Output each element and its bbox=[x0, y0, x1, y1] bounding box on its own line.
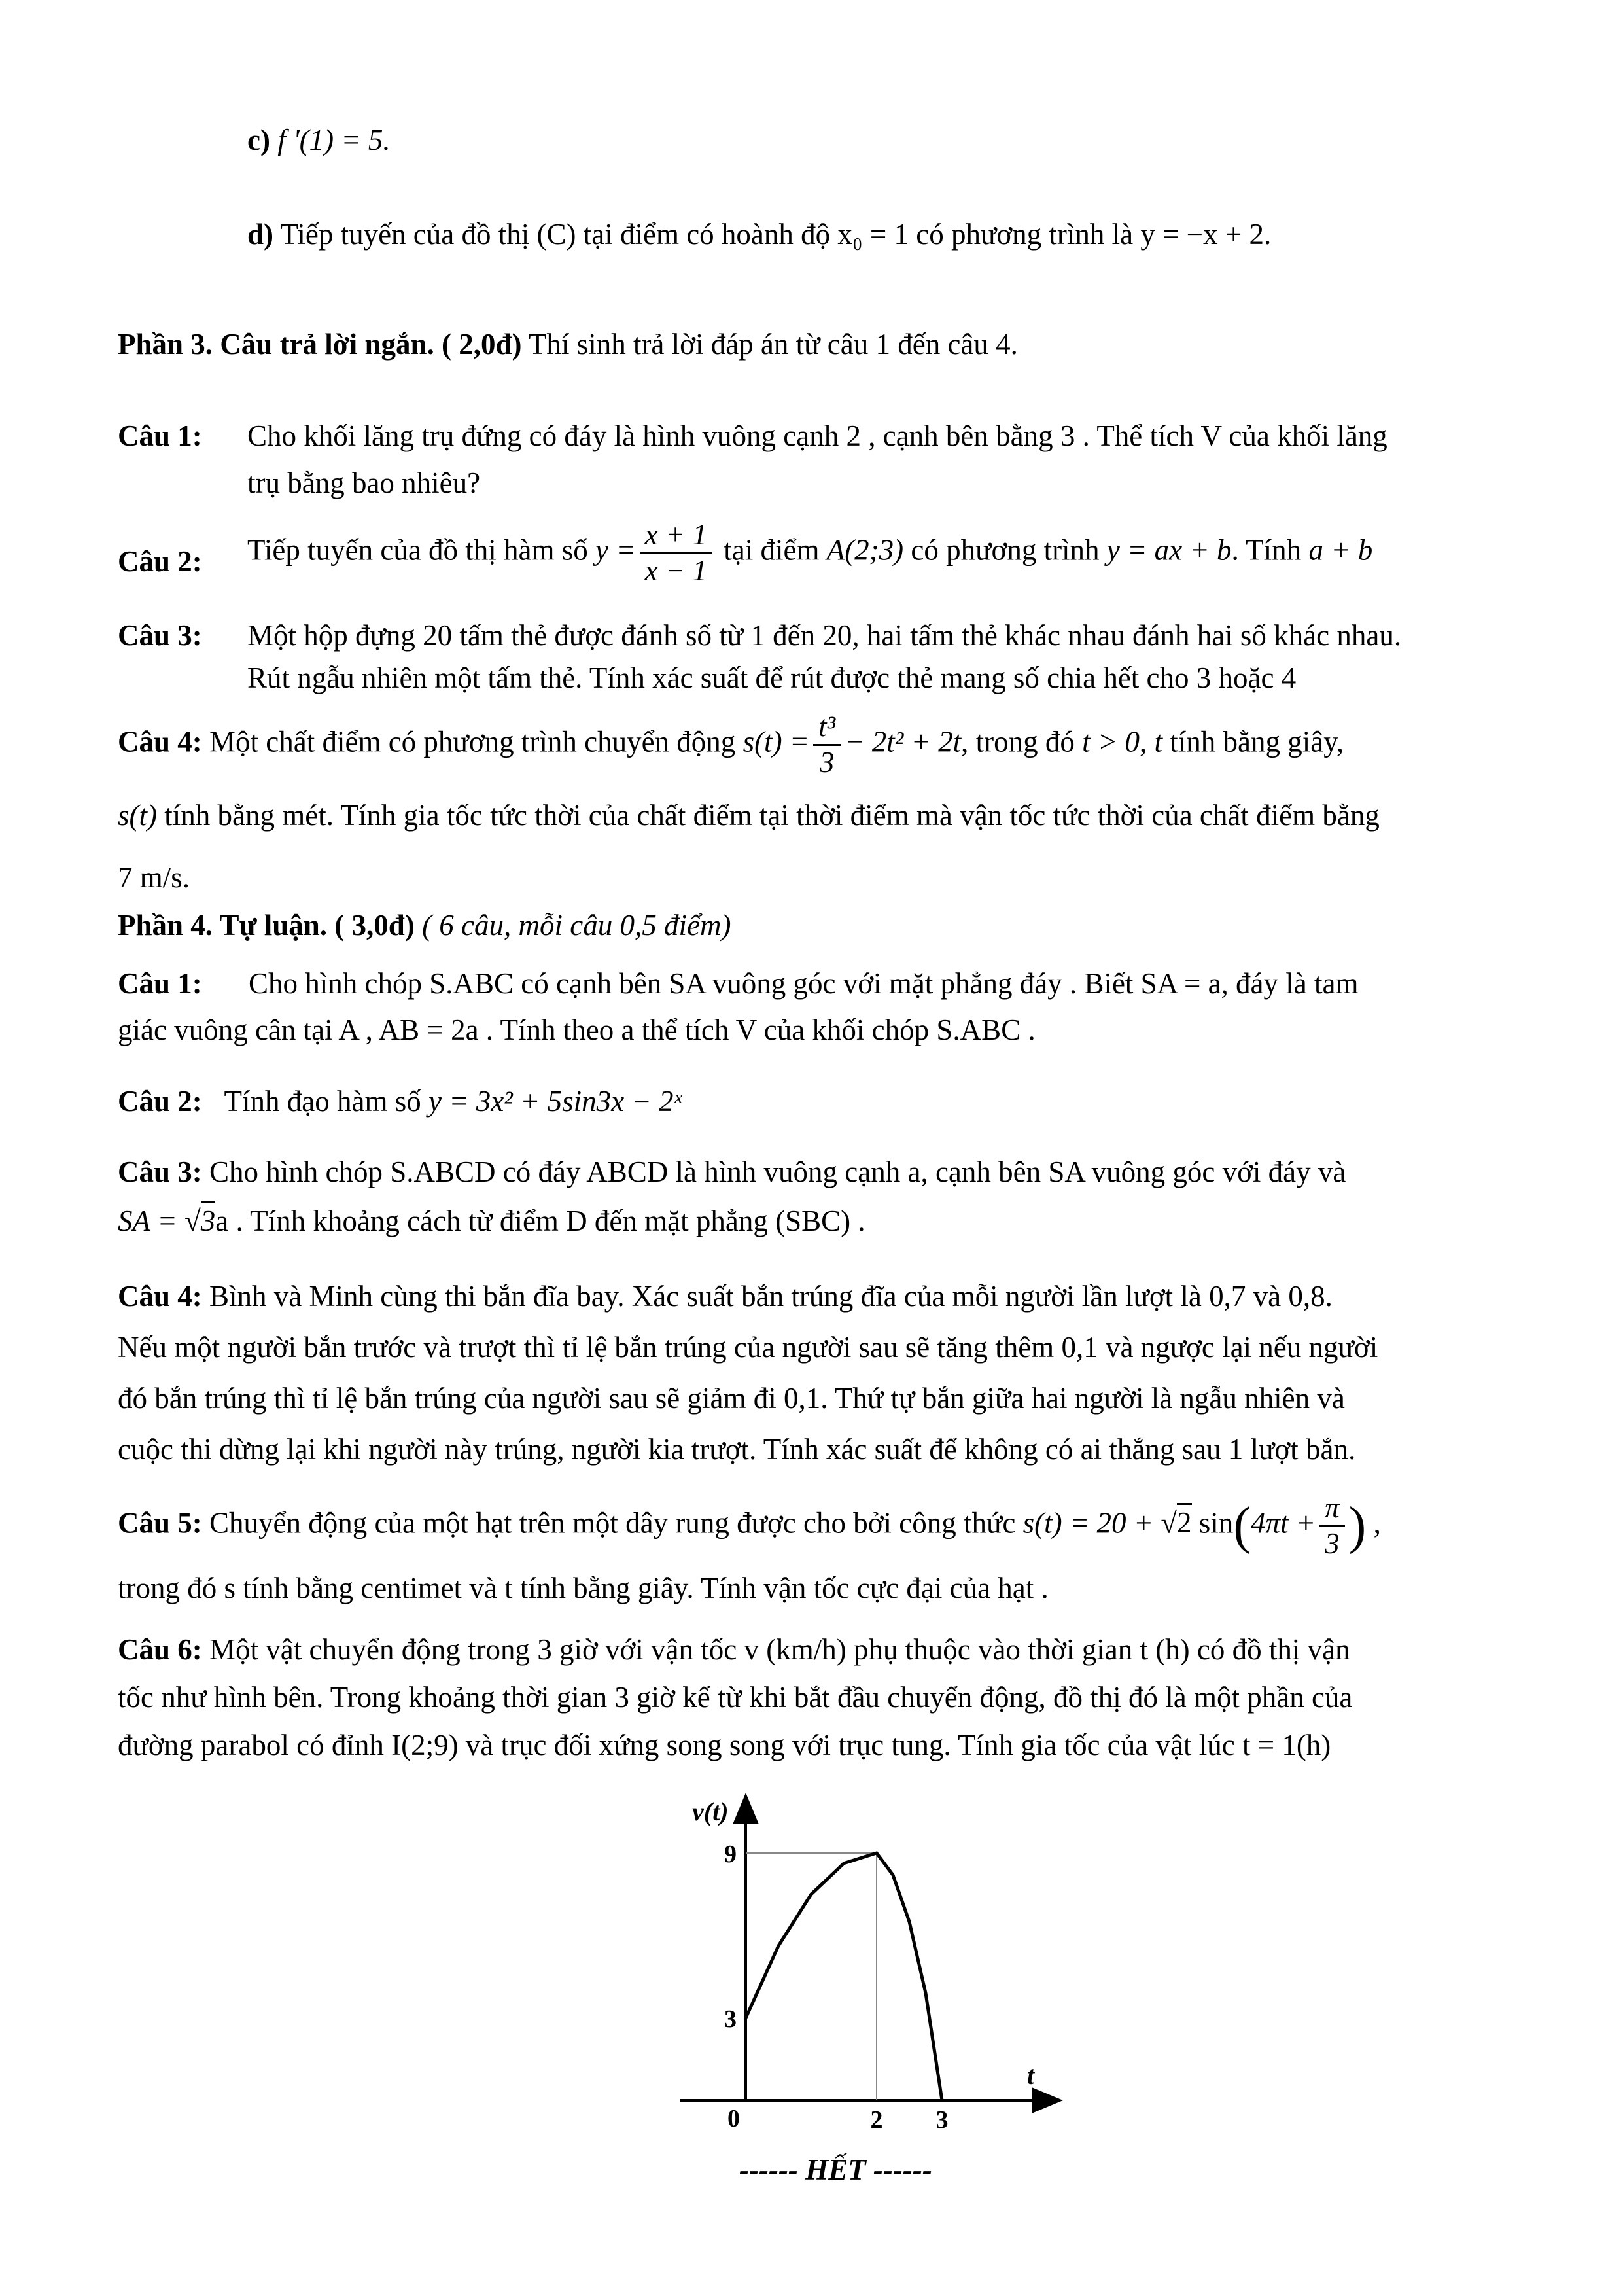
p4-q5-sin: sin bbox=[1198, 1506, 1234, 1540]
p3-q4-num: t³ bbox=[813, 710, 841, 746]
item-d bbox=[247, 211, 1271, 258]
p4-q4-line2: Nếu một người bắn trước và trượt thì tỉ lệ bắn trúng của người sau sẽ tăng thêm 0,1 và ngược lại nếu người bbox=[118, 1331, 1378, 1364]
y-tick-label: 3 bbox=[724, 2005, 737, 2033]
p4-q3-line1 bbox=[118, 1148, 1346, 1195]
p4-q4-line3: đó bắn trúng thì tỉ lệ bắn trúng của người sau sẽ giảm đi 0,1. Thứ tự bắn giữa hai người là ngẫu nhiên và bbox=[118, 1382, 1345, 1415]
p3-q4-line2b: tính bằng mét. Tính gia tốc tức thời của chất điểm tại thời điểm mà vận tốc tức thời của chất điểm bằng bbox=[164, 799, 1380, 832]
p4-q5-sqrt: 2 bbox=[1177, 1503, 1192, 1539]
p4-q1-label: Câu 1: bbox=[118, 967, 202, 1000]
p3-q2-point: A(2;3) bbox=[826, 533, 904, 567]
p3-q2-lhs: y = bbox=[595, 533, 636, 567]
p4-q5-comma: , bbox=[1373, 1506, 1381, 1540]
part3-heading-line bbox=[118, 321, 1018, 368]
p4-q3-line1-text: Cho hình chóp S.ABCD có đáy ABCD là hình vuông cạnh a, cạnh bên SA vuông góc với đáy và bbox=[209, 1156, 1346, 1188]
p3-q2-eq: y = ax + b bbox=[1106, 533, 1232, 567]
p3-q2-ask: a + b bbox=[1308, 533, 1373, 567]
p4-q4-line4: cuộc thi dừng lại khi người này trúng, người kia trượt. Tính xác suất để không có ai thắng sau 1 lượt bắn. bbox=[118, 1433, 1356, 1466]
y-axis-label: v(t) bbox=[692, 1797, 729, 1826]
x-tick-label: 2 bbox=[870, 2106, 883, 2133]
p3-q4-cond: t > 0 bbox=[1082, 725, 1140, 758]
x-axis-label: t bbox=[1027, 2060, 1035, 2090]
p3-q2-t1: Tiếp tuyến của đồ thị hàm số bbox=[247, 533, 588, 567]
p3-q4-lhs: s(t) = bbox=[742, 725, 810, 758]
p3-q2-num: x + 1 bbox=[640, 518, 712, 554]
p4-q5-e3: 4πt + bbox=[1250, 1506, 1316, 1540]
p3-q4-t2: , trong đó bbox=[961, 725, 1075, 758]
p3-q3-label: Câu 3: bbox=[118, 619, 202, 652]
origin-label: 0 bbox=[727, 2105, 740, 2132]
p3-q4-t1: Một chất điểm có phương trình chuyển động bbox=[209, 725, 736, 758]
part4-note: ( 6 câu, mỗi câu 0,5 điểm) bbox=[422, 909, 731, 942]
p4-q6-line1-text: Một vật chuyển động trong 3 giờ với vận tốc v (km/h) phụ thuộc vào thời gian t (h) có đồ thị vận bbox=[209, 1633, 1350, 1666]
p4-q3-sqrt: 3 bbox=[201, 1201, 216, 1237]
item-c-label: c) bbox=[247, 124, 270, 156]
p3-q2-label: Câu 2: bbox=[118, 545, 202, 578]
p4-q5-label: Câu 5: bbox=[118, 1506, 202, 1540]
p3-q4-fraction bbox=[813, 710, 841, 780]
p4-q5-e1: s(t) = 20 + bbox=[1022, 1506, 1154, 1540]
p4-q5-fraction bbox=[1319, 1491, 1345, 1561]
p4-q4-line1 bbox=[118, 1273, 1333, 1320]
p3-q4-label: Câu 4: bbox=[118, 725, 202, 758]
p4-q2 bbox=[118, 1078, 682, 1125]
p4-q2-expr: y = 3x² + 5sin3x − 2ˣ bbox=[428, 1085, 682, 1118]
item-d-label: d) bbox=[247, 218, 274, 251]
p3-q3-line2: Rút ngẫu nhiên một tấm thẻ. Tính xác suất để rút được thẻ mang số chia hết cho 3 hoặc 4 bbox=[247, 662, 1297, 694]
p4-q3-l2a: SA = bbox=[118, 1205, 177, 1237]
p3-q4-tvar: t bbox=[1154, 725, 1163, 758]
p3-q4-line3: 7 m/s. bbox=[118, 861, 190, 894]
p3-q1-line2: trụ bằng bao nhiêu? bbox=[247, 467, 481, 499]
part3-heading: Phần 3. Câu trả lời ngắn. ( 2,0đ) bbox=[118, 328, 522, 361]
p4-q6-label: Câu 6: bbox=[118, 1633, 202, 1666]
part4-heading-line bbox=[118, 902, 731, 949]
p3-q2-text bbox=[247, 518, 1372, 588]
p3-q2-t2: tại điểm bbox=[724, 533, 820, 567]
p4-q6-line2: tốc như hình bên. Trong khoảng thời gian 3 giờ kể từ khi bắt đầu chuyển động, đồ thị đó là một phần của bbox=[118, 1681, 1353, 1714]
p4-q1-line1: Cho hình chóp S.ABC có cạnh bên SA vuông góc với mặt phẳng đáy . Biết SA = a, đáy là tam bbox=[249, 967, 1359, 1000]
p4-q6-line1 bbox=[118, 1626, 1350, 1673]
p3-q4-den: 3 bbox=[819, 745, 835, 779]
p4-q4-line1-text: Bình và Minh cùng thi bắn đĩa bay. Xác suất bắn trúng đĩa của mỗi người lần lượt là 0,7 và 0,8. bbox=[209, 1280, 1333, 1313]
p4-q6-line3: đường parabol có đỉnh I(2;9) và trục đối xứng song song với trục tung. Tính gia tốc của vật lúc t = 1(h) bbox=[118, 1729, 1331, 1761]
y-tick-label: 9 bbox=[724, 1841, 737, 1868]
p3-q4-t4: tính bằng giây, bbox=[1170, 725, 1344, 758]
p4-q5-t1: Chuyển động của một hạt trên một dây rung được cho bởi công thức bbox=[209, 1506, 1016, 1540]
item-c bbox=[247, 116, 391, 164]
p4-q2-text: Tính đạo hàm số bbox=[224, 1085, 421, 1118]
p4-q1-line2: giác vuông cân tại A , AB = 2a . Tính theo a thể tích V của khối chóp S.ABC . bbox=[118, 1014, 1036, 1046]
p4-q3-label: Câu 3: bbox=[118, 1156, 202, 1188]
velocity-curve bbox=[746, 1853, 942, 2100]
p4-q5-line2: trong đó s tính bằng centimet và t tính bằng giây. Tính vận tốc cực đại của hạt . bbox=[118, 1572, 1049, 1604]
p4-q5-pi: π bbox=[1319, 1491, 1345, 1527]
part4-heading: Phần 4. Tự luận. ( 3,0đ) bbox=[118, 909, 415, 942]
p3-q4-line1 bbox=[118, 710, 1344, 780]
p3-q4-rest: − 2t² + 2t bbox=[845, 725, 962, 758]
item-c-text: f '(1) = 5. bbox=[277, 124, 391, 156]
p4-q3-line2: SA = √3a . Tính khoảng cách từ điểm D đến mặt phẳng (SBC) . bbox=[118, 1197, 865, 1245]
velocity-chart bbox=[654, 1793, 1073, 2133]
p3-q1-label: Câu 1: bbox=[118, 419, 202, 452]
p4-q5-three: 3 bbox=[1325, 1527, 1340, 1560]
p3-q4-line2a: s(t) bbox=[118, 799, 157, 832]
p3-q2-t3: có phương trình bbox=[911, 533, 1100, 567]
p4-q4-label: Câu 4: bbox=[118, 1280, 202, 1313]
p3-q3-line1: Một hộp đựng 20 tấm thẻ được đánh số từ 1 đến 20, hai tấm thẻ khác nhau đánh hai số khác nhau. bbox=[247, 619, 1402, 652]
item-d-text: Tiếp tuyến của đồ thị (C) tại điểm có hoành độ x₀ = 1 có phương trình là y = −x + 2. bbox=[280, 218, 1272, 251]
x-tick-label: 3 bbox=[935, 2106, 949, 2133]
p3-q1-line1: Cho khối lăng trụ đứng có đáy là hình vuông cạnh 2 , cạnh bên bằng 3 . Thể tích V của khối lăng bbox=[247, 419, 1387, 452]
p4-q2-label: Câu 2: bbox=[118, 1085, 202, 1118]
p4-q5-line1: Câu 5: Chuyển động của một hạt trên một dây rung được cho bởi công thức s(t) = 20 + √2 sin(4πt + $\frac{\pi}{3}$ ) , bbox=[118, 1491, 1381, 1560]
p3-q2-fraction bbox=[640, 518, 712, 588]
p3-q2-den: x − 1 bbox=[644, 554, 707, 587]
p3-q2-t4: . Tính bbox=[1231, 533, 1302, 567]
p3-q4-t3: , bbox=[1140, 725, 1147, 758]
p4-q3-l2b: a . Tính khoảng cách từ điểm D đến mặt phẳng (SBC) . bbox=[215, 1205, 865, 1237]
p3-q4-line2 bbox=[118, 792, 1380, 839]
footer-end: ------ HẾT ------ bbox=[739, 2153, 932, 2186]
part3-instruction: Thí sinh trả lời đáp án từ câu 1 đến câu 4. bbox=[528, 328, 1018, 361]
